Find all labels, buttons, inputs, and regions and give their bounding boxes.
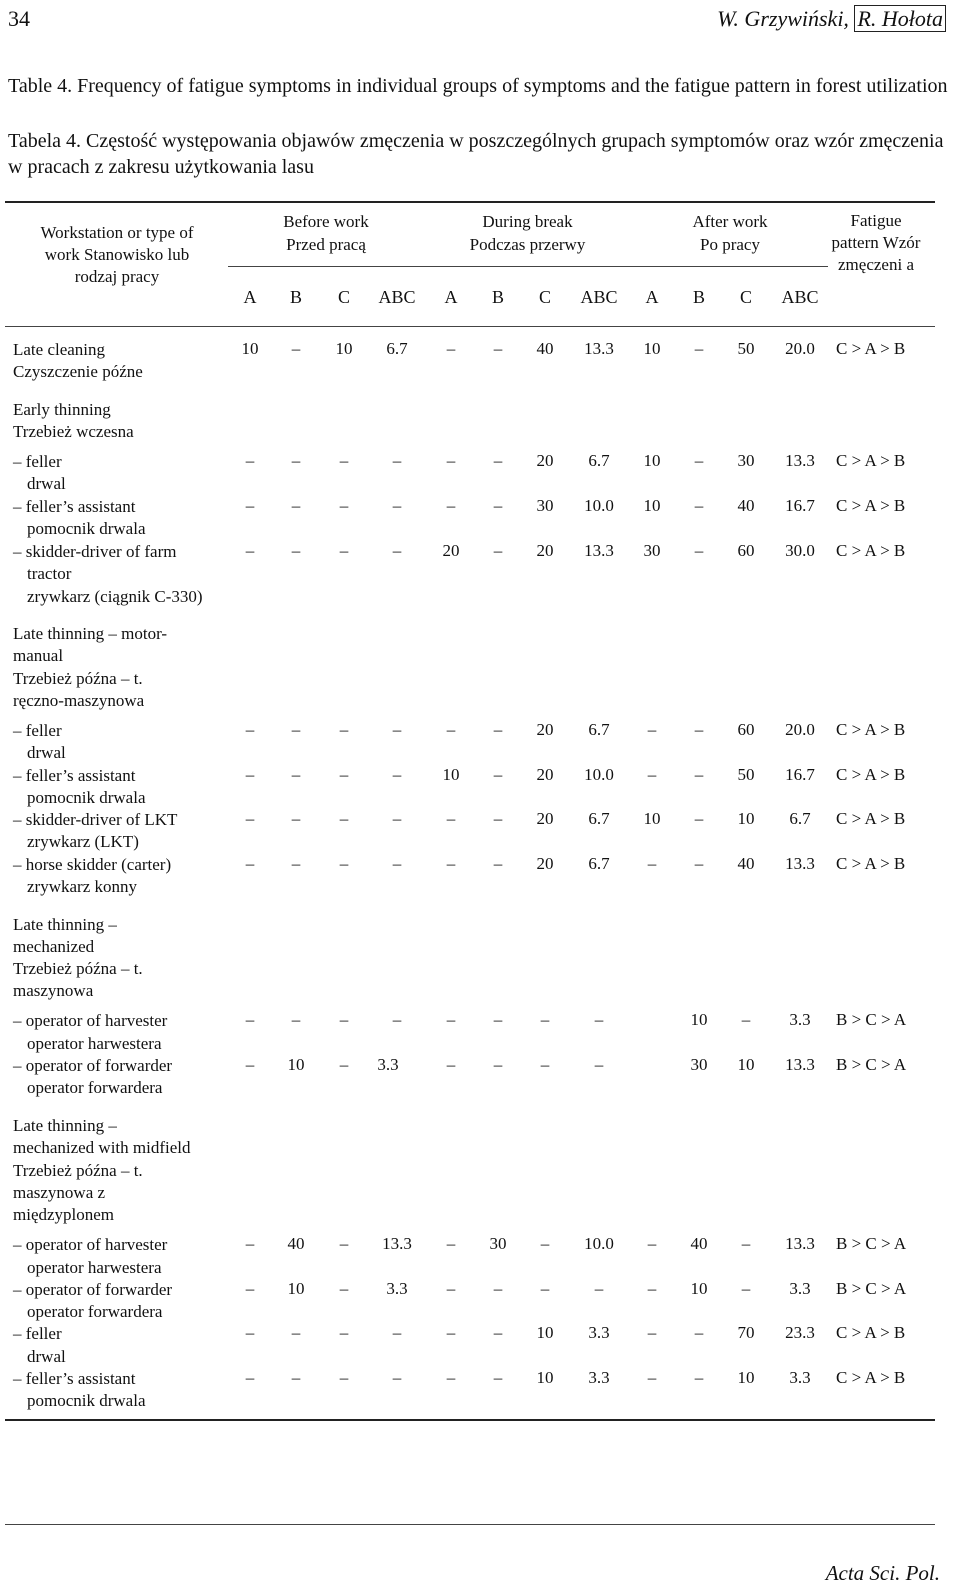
row-label: – feller’s assistant: [13, 766, 136, 785]
table-cell: –: [291, 809, 301, 828]
fatigue-pattern-cell: C > A > B: [836, 854, 906, 873]
table-cell: –: [245, 1323, 255, 1342]
row-label: drwal: [27, 743, 66, 762]
table-cell: –: [291, 451, 301, 470]
table-cell: 13.3: [785, 1055, 815, 1074]
row-label: Early thinning: [13, 400, 111, 419]
table-cell: –: [392, 1368, 402, 1387]
row-label: ręczno-maszynowa: [13, 691, 145, 710]
table-cell: –: [392, 541, 402, 560]
row-label: operator harwestera: [27, 1034, 162, 1053]
row-label: – feller’s assistant: [13, 1369, 136, 1388]
table-cell: 13.3: [382, 1234, 412, 1253]
table-cell: –: [291, 854, 301, 873]
table-cell: 20: [536, 765, 554, 784]
table-cell: –: [694, 720, 704, 739]
table-cell: 40: [737, 854, 755, 873]
table-cell: 10: [536, 1368, 554, 1387]
table-cell: –: [245, 809, 255, 828]
table-cell: 6.7: [386, 339, 408, 358]
table-cell: –: [339, 854, 349, 873]
table-cell: –: [694, 854, 704, 873]
row-label: operator harwestera: [27, 1258, 162, 1277]
table-cell: –: [291, 541, 301, 560]
table-cell: –: [493, 1323, 503, 1342]
table-cell: –: [540, 1010, 550, 1029]
row-label: Czyszczenie późne: [13, 362, 143, 381]
table-cell: –: [446, 854, 456, 873]
table-cell: 30: [737, 451, 755, 470]
table-cell: –: [291, 720, 301, 739]
table-cell: 10: [690, 1279, 708, 1298]
table-cell: –: [392, 854, 402, 873]
table-cell: –: [291, 496, 301, 515]
table-cell: –: [493, 1010, 503, 1029]
table-cell: 40: [690, 1234, 708, 1253]
table-cell: –: [245, 854, 255, 873]
table-cell: –: [339, 541, 349, 560]
group-header-during-break: [430, 210, 625, 256]
table-cell: –: [392, 765, 402, 784]
table-cell: –: [339, 496, 349, 515]
table-cell: 10: [287, 1279, 305, 1298]
table-cell: 20: [536, 451, 554, 470]
table-cell: 13.3: [785, 854, 815, 873]
table-cell: 60: [737, 720, 755, 739]
table-cell: –: [493, 809, 503, 828]
page-number: 34: [8, 6, 30, 31]
row-label: operator forwardera: [27, 1078, 163, 1097]
row-label: maszynowa z: [13, 1183, 106, 1202]
table-cell: –: [647, 1279, 657, 1298]
row-label: Trzebież późna – t.: [13, 669, 143, 688]
table-cell: 70: [737, 1323, 755, 1342]
row-label: – feller: [13, 1324, 62, 1343]
table-cell: 60: [737, 541, 755, 560]
table-cell: 16.7: [785, 765, 815, 784]
table-cell: –: [392, 809, 402, 828]
table-cell: –: [245, 1055, 255, 1074]
subcolumn-header: C: [337, 287, 351, 307]
row-label: zrywkarz (ciągnik C-330): [27, 587, 203, 606]
table-cell: –: [339, 765, 349, 784]
table-cell: 6.7: [588, 720, 610, 739]
table-cell: –: [339, 809, 349, 828]
table-cell: –: [446, 720, 456, 739]
row-label: Late cleaning: [13, 340, 106, 359]
fatigue-pattern-cell: C > A > B: [836, 809, 906, 828]
table-cell: –: [647, 765, 657, 784]
row-label: Trzebież późna – t.: [13, 959, 143, 978]
table-cell: 3.3: [789, 1279, 811, 1298]
table-cell: 10: [643, 451, 661, 470]
table-cell: –: [647, 720, 657, 739]
row-label: – skidder-driver of LKT: [13, 810, 178, 829]
table-cell: –: [446, 1279, 456, 1298]
table-cell: –: [446, 1055, 456, 1074]
table-cell: 6.7: [588, 809, 610, 828]
table-cell: 30: [690, 1055, 708, 1074]
table-cell: –: [446, 339, 456, 358]
table-cell: 50: [737, 339, 755, 358]
table-cell: –: [291, 1010, 301, 1029]
subcolumn-header: A: [243, 287, 257, 307]
table-cell: –: [540, 1279, 550, 1298]
row-label: manual: [13, 646, 64, 665]
table-cell: –: [245, 541, 255, 560]
table-cell: 13.3: [785, 451, 815, 470]
table-caption-english: Table 4. Frequency of fatigue symptoms in individual groups of symptoms and the fatigue pattern in forest utilization: [8, 75, 948, 97]
fatigue-pattern-cell: C > A > B: [836, 1323, 906, 1342]
table-cell: –: [245, 1234, 255, 1253]
row-label: – horse skidder (carter): [13, 855, 172, 874]
table-cell: –: [245, 496, 255, 515]
table-group-rule: [228, 266, 828, 267]
fatigue-pattern-header: Fatigue pattern Wzór zmęczeni a: [831, 211, 921, 274]
stub-header: Workstation or type of work Stanowisko lub rodzaj pracy: [40, 223, 194, 286]
subcolumn-header: ABC: [378, 287, 416, 307]
fatigue-pattern-cell: B > C > A: [836, 1055, 907, 1074]
table-cell: 3.3: [386, 1279, 408, 1298]
table-cell: –: [493, 1368, 503, 1387]
fatigue-pattern-cell: C > A > B: [836, 720, 906, 739]
table-cell: –: [493, 496, 503, 515]
fatigue-pattern-cell: C > A > B: [836, 541, 906, 560]
table-cell: 6.7: [789, 809, 811, 828]
table-cell: 16.7: [785, 496, 815, 515]
fatigue-pattern-cell: C > A > B: [836, 451, 906, 470]
table-cell: 20: [536, 854, 554, 873]
row-label: Late thinning –: [13, 915, 117, 934]
table-cell: 10.0: [584, 765, 614, 784]
table-cell: –: [741, 1279, 751, 1298]
subcolumn-header: C: [739, 287, 753, 307]
table-cell: 30.0: [785, 541, 815, 560]
table-cell: 10: [287, 1055, 305, 1074]
group-label-en: During break: [482, 212, 573, 231]
table-cell: –: [245, 765, 255, 784]
table-cell: –: [446, 809, 456, 828]
table-cell: –: [694, 451, 704, 470]
row-label: Trzebież późna – t.: [13, 1161, 143, 1180]
table-cell: –: [446, 451, 456, 470]
fatigue-pattern-cell: C > A > B: [836, 765, 906, 784]
running-header-authors: [717, 6, 946, 32]
table-cell: 10.0: [584, 496, 614, 515]
table-cell: 10: [335, 339, 353, 358]
table-cell: 10: [643, 339, 661, 358]
row-label: – feller: [13, 721, 62, 740]
table-cell: –: [594, 1055, 604, 1074]
row-label: drwal: [27, 474, 66, 493]
group-header-after-work: [640, 210, 820, 256]
table-cell: 40: [536, 339, 554, 358]
fatigue-pattern-cell: B > C > A: [836, 1279, 907, 1298]
fatigue-pattern-cell: B > C > A: [836, 1234, 907, 1253]
table-cell: –: [245, 720, 255, 739]
row-label: – feller’s assistant: [13, 497, 136, 516]
table-cell: –: [339, 1010, 349, 1029]
table-caption-polish: Tabela 4. Częstość występowania objawów zmęczenia w poszczególnych grupach symptomów oraz wzór zmęczenia w pracach z zakresu użytkowania lasu: [8, 130, 944, 178]
table-cell: 10: [241, 339, 259, 358]
fatigue-pattern-cell: C > A > B: [836, 496, 906, 515]
group-label-pl: Podczas przerwy: [469, 235, 586, 254]
table-cell: 10: [643, 809, 661, 828]
table-cell: –: [694, 1368, 704, 1387]
table-cell: –: [594, 1279, 604, 1298]
subcolumn-header: A: [645, 287, 659, 307]
table-cell: –: [392, 720, 402, 739]
row-label: zrywkarz konny: [27, 877, 137, 896]
table-cell: –: [392, 1010, 402, 1029]
table-cell: 40: [737, 496, 755, 515]
table-cell: 10: [536, 1323, 554, 1342]
table-cell: 20: [536, 541, 554, 560]
table-cell: –: [245, 451, 255, 470]
table-cell: 30: [536, 496, 554, 515]
table-cell: –: [647, 1323, 657, 1342]
table-cell: 3.3: [377, 1055, 399, 1074]
table-cell: 6.7: [588, 451, 610, 470]
table-cell: 23.3: [785, 1323, 815, 1342]
group-label-pl: Po pracy: [700, 235, 760, 254]
table-cell: 13.3: [785, 1234, 815, 1253]
table-cell: 30: [489, 1234, 507, 1253]
subcolumn-header: ABC: [781, 287, 819, 307]
table-cell: 13.3: [584, 541, 614, 560]
table-cell: –: [245, 1368, 255, 1387]
table-cell: –: [493, 854, 503, 873]
row-label: – operator of forwarder: [13, 1280, 173, 1299]
table-cell: –: [446, 1368, 456, 1387]
subcolumn-header: C: [538, 287, 552, 307]
subcolumn-header: B: [692, 287, 706, 307]
table-cell: 3.3: [789, 1368, 811, 1387]
table-cell: –: [446, 1010, 456, 1029]
table-cell: –: [291, 339, 301, 358]
group-label-en: Before work: [283, 212, 369, 231]
group-label-en: After work: [692, 212, 768, 231]
table-cell: –: [446, 1234, 456, 1253]
table-cell: –: [694, 809, 704, 828]
table-cell: 40: [287, 1234, 305, 1253]
row-label: – feller: [13, 452, 62, 471]
subcolumn-header: B: [491, 287, 505, 307]
fatigue-pattern-cell: C > A > B: [836, 1368, 906, 1387]
row-label: Late thinning – motor-: [13, 624, 168, 643]
table-cell: –: [339, 451, 349, 470]
table-cell: 20.0: [785, 720, 815, 739]
table-cell: –: [694, 496, 704, 515]
table-cell: –: [446, 1323, 456, 1342]
subcolumn-header: B: [289, 287, 303, 307]
fatigue-pattern-cell: B > C > A: [836, 1010, 907, 1029]
table-cell: 10: [737, 809, 755, 828]
table-bottom-rule: [5, 1419, 935, 1421]
row-label: – operator of harvester: [13, 1011, 168, 1030]
row-label: – operator of forwarder: [13, 1056, 173, 1075]
authors-boxed-text: R. Hołota: [854, 5, 946, 32]
table-cell: 3.3: [588, 1368, 610, 1387]
table-cell: –: [339, 720, 349, 739]
table-cell: 20.0: [785, 339, 815, 358]
group-label-pl: Przed pracą: [286, 235, 366, 254]
table-cell: 10: [442, 765, 460, 784]
table-cell: –: [694, 541, 704, 560]
row-label: międzyplonem: [13, 1205, 115, 1224]
subcolumn-header: ABC: [580, 287, 618, 307]
table-cell: –: [339, 1279, 349, 1298]
row-label: tractor: [27, 564, 72, 583]
table-cell: –: [339, 1055, 349, 1074]
table-cell: –: [647, 1234, 657, 1253]
table-cell: –: [647, 854, 657, 873]
table-cell: –: [493, 451, 503, 470]
table-cell: 20: [442, 541, 460, 560]
table-cell: –: [647, 1368, 657, 1387]
row-label: mechanized: [13, 937, 95, 956]
row-label: pomocnik drwala: [27, 788, 146, 807]
table-cell: –: [694, 1323, 704, 1342]
table-cell: –: [446, 496, 456, 515]
table-cell: –: [493, 541, 503, 560]
row-label: mechanized with midfield: [13, 1138, 191, 1157]
table-header-rule: [5, 326, 935, 327]
table-cell: –: [493, 720, 503, 739]
table-cell: –: [493, 1055, 503, 1074]
table-cell: –: [493, 1279, 503, 1298]
table-cell: 10: [737, 1368, 755, 1387]
page-footer-rule: [5, 1524, 935, 1525]
table-cell: –: [493, 339, 503, 358]
table-cell: –: [392, 451, 402, 470]
row-label: operator forwardera: [27, 1302, 163, 1321]
table-cell: –: [339, 1368, 349, 1387]
fatigue-pattern-cell: C > A > B: [836, 339, 906, 358]
row-label: zrywkarz (LKT): [27, 832, 139, 851]
group-header-before-work: [236, 210, 416, 256]
table-cell: –: [392, 1323, 402, 1342]
table-cell: 13.3: [584, 339, 614, 358]
row-label: pomocnik drwala: [27, 1391, 146, 1410]
row-label: maszynowa: [13, 981, 94, 1000]
table-cell: 3.3: [588, 1323, 610, 1342]
table-cell: –: [291, 1368, 301, 1387]
table-cell: –: [291, 1323, 301, 1342]
table-cell: 6.7: [588, 854, 610, 873]
row-label: drwal: [27, 1347, 66, 1366]
table-cell: 10.0: [584, 1234, 614, 1253]
table-cell: –: [339, 1323, 349, 1342]
row-label: pomocnik drwala: [27, 519, 146, 538]
journal-footer: Acta Sci. Pol.: [825, 1561, 940, 1585]
table-cell: –: [245, 1279, 255, 1298]
authors-text: W. Grzywiński,: [717, 6, 855, 31]
table-cell: –: [741, 1010, 751, 1029]
table-cell: –: [694, 339, 704, 358]
table-cell: –: [694, 765, 704, 784]
table-cell: –: [291, 765, 301, 784]
table-cell: –: [245, 1010, 255, 1029]
table-cell: 10: [643, 496, 661, 515]
table-cell: –: [392, 496, 402, 515]
row-label: Trzebież wczesna: [13, 422, 134, 441]
row-label: Late thinning –: [13, 1116, 117, 1135]
table-cell: –: [594, 1010, 604, 1029]
table-cell: 30: [643, 541, 661, 560]
table-cell: –: [540, 1234, 550, 1253]
table-cell: –: [741, 1234, 751, 1253]
table-cell: –: [493, 765, 503, 784]
table-cell: 50: [737, 765, 755, 784]
row-label: – operator of harvester: [13, 1235, 168, 1254]
table-cell: 20: [536, 720, 554, 739]
table-cell: 3.3: [789, 1010, 811, 1029]
table-cell: 10: [737, 1055, 755, 1074]
table-top-rule: [5, 201, 935, 203]
table-cell: 20: [536, 809, 554, 828]
table-cell: 10: [690, 1010, 708, 1029]
row-label: – skidder-driver of farm: [13, 542, 177, 561]
table-cell: –: [339, 1234, 349, 1253]
subcolumn-header: A: [444, 287, 458, 307]
table-cell: –: [540, 1055, 550, 1074]
